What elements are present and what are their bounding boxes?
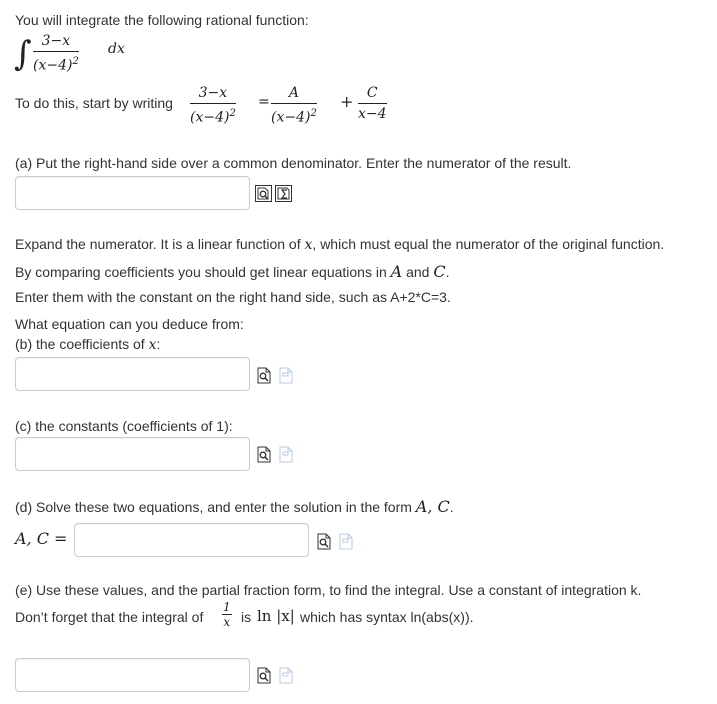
part-c-input[interactable] xyxy=(15,437,250,471)
expand-line-3: Enter them with the constant on the right hand side, such as A+2*C=3. xyxy=(15,289,451,305)
expand-line-1-post: , which must equal the numerator of the original function. xyxy=(312,236,665,252)
preview-icon[interactable] xyxy=(255,367,272,384)
disabled-preview-icon xyxy=(277,667,294,684)
part-d-prompt-pre: (d) Solve these two equations, and enter the solution in the form xyxy=(15,499,416,515)
expand-line-2 xyxy=(15,262,449,281)
equation-c-fraction xyxy=(358,85,387,123)
disabled-preview-icon xyxy=(337,533,354,550)
part-b-prompt-pre: (b) the coefficients of xyxy=(15,336,149,352)
preview-icon[interactable] xyxy=(315,533,332,550)
preview-icon[interactable] xyxy=(255,667,272,684)
expand-line-1 xyxy=(15,236,664,253)
preview-icon[interactable] xyxy=(255,185,272,202)
equation-a-denominator: (x−4) xyxy=(271,109,311,126)
part-a-input[interactable] xyxy=(15,176,250,210)
preview-icon[interactable] xyxy=(255,446,272,463)
expand-line-1-pre: Expand the numerator. It is a linear function of xyxy=(15,236,305,252)
equation-a-numerator: A xyxy=(271,85,317,104)
part-e-line-2-post: which has syntax ln(abs(x)). xyxy=(300,609,474,625)
part-e-is: is xyxy=(241,609,252,625)
part-c-prompt: (c) the constants (coefficients of 1): xyxy=(15,418,233,434)
integral-differential: dx xyxy=(108,41,125,57)
part-b-prompt-post: : xyxy=(156,336,161,352)
expand-line-2-post: . xyxy=(445,264,450,280)
intro-text: You will integrate the following rational function: xyxy=(15,12,309,28)
equation-a-exponent: 2 xyxy=(310,108,317,119)
expand-line-2-a: A xyxy=(390,262,403,281)
disabled-preview-icon xyxy=(277,367,294,384)
equation-editor-icon[interactable] xyxy=(275,185,292,202)
expand-line-2-and: and xyxy=(402,264,434,280)
equation-lhs-denominator: (x−4) xyxy=(190,109,230,126)
integral-sign: ∫ xyxy=(14,34,32,74)
integral-fraction xyxy=(33,33,79,75)
part-e-line-2-pre: Don’t forget that the integral of xyxy=(15,609,204,625)
part-b-prompt xyxy=(15,336,160,353)
equation-plus: + xyxy=(340,92,354,111)
deduce-text: What equation can you deduce from: xyxy=(15,316,244,332)
part-e-fraction xyxy=(222,600,232,629)
part-e-frac-num: 1 xyxy=(223,600,231,614)
equation-c-numerator: C xyxy=(358,85,387,104)
part-d-input[interactable] xyxy=(74,523,309,557)
equation-a-fraction xyxy=(271,85,317,127)
expand-line-2-pre: By comparing coefficients you should get linear equations in xyxy=(15,264,391,280)
disabled-preview-icon xyxy=(277,446,294,463)
equation-lhs-fraction xyxy=(190,85,236,127)
part-e-ln-expr: ln |x| xyxy=(257,607,295,625)
equation-lhs-numerator: 3−x xyxy=(190,85,236,104)
equation-lhs-exponent: 2 xyxy=(229,108,236,119)
start-text: To do this, start by writing xyxy=(15,95,173,111)
part-e-input[interactable] xyxy=(15,658,250,692)
part-a-prompt: (a) Put the right-hand side over a common denominator. Enter the numerator of the result. xyxy=(15,155,572,171)
part-d-prompt-math: A, C xyxy=(415,497,450,516)
integral-numerator: 3−x xyxy=(33,33,79,52)
integral-denominator-exponent: 2 xyxy=(72,56,79,67)
part-d-prompt-post: . xyxy=(449,499,454,515)
part-e-line-1: (e) Use these values, and the partial fraction form, to find the integral. Use a constant of integration k. xyxy=(15,582,642,598)
equation-equals: = xyxy=(258,94,270,110)
expand-line-1-var: x xyxy=(304,237,313,253)
equation-c-denominator: x−4 xyxy=(358,106,387,122)
part-d-label: A, C = xyxy=(15,529,68,548)
part-e-frac-den: x xyxy=(223,615,231,629)
part-b-prompt-var: x xyxy=(148,337,157,353)
expand-line-2-c: C xyxy=(433,262,446,281)
integral-denominator: (x−4) xyxy=(33,57,73,74)
part-d-prompt xyxy=(15,497,454,516)
part-b-input[interactable] xyxy=(15,357,250,391)
